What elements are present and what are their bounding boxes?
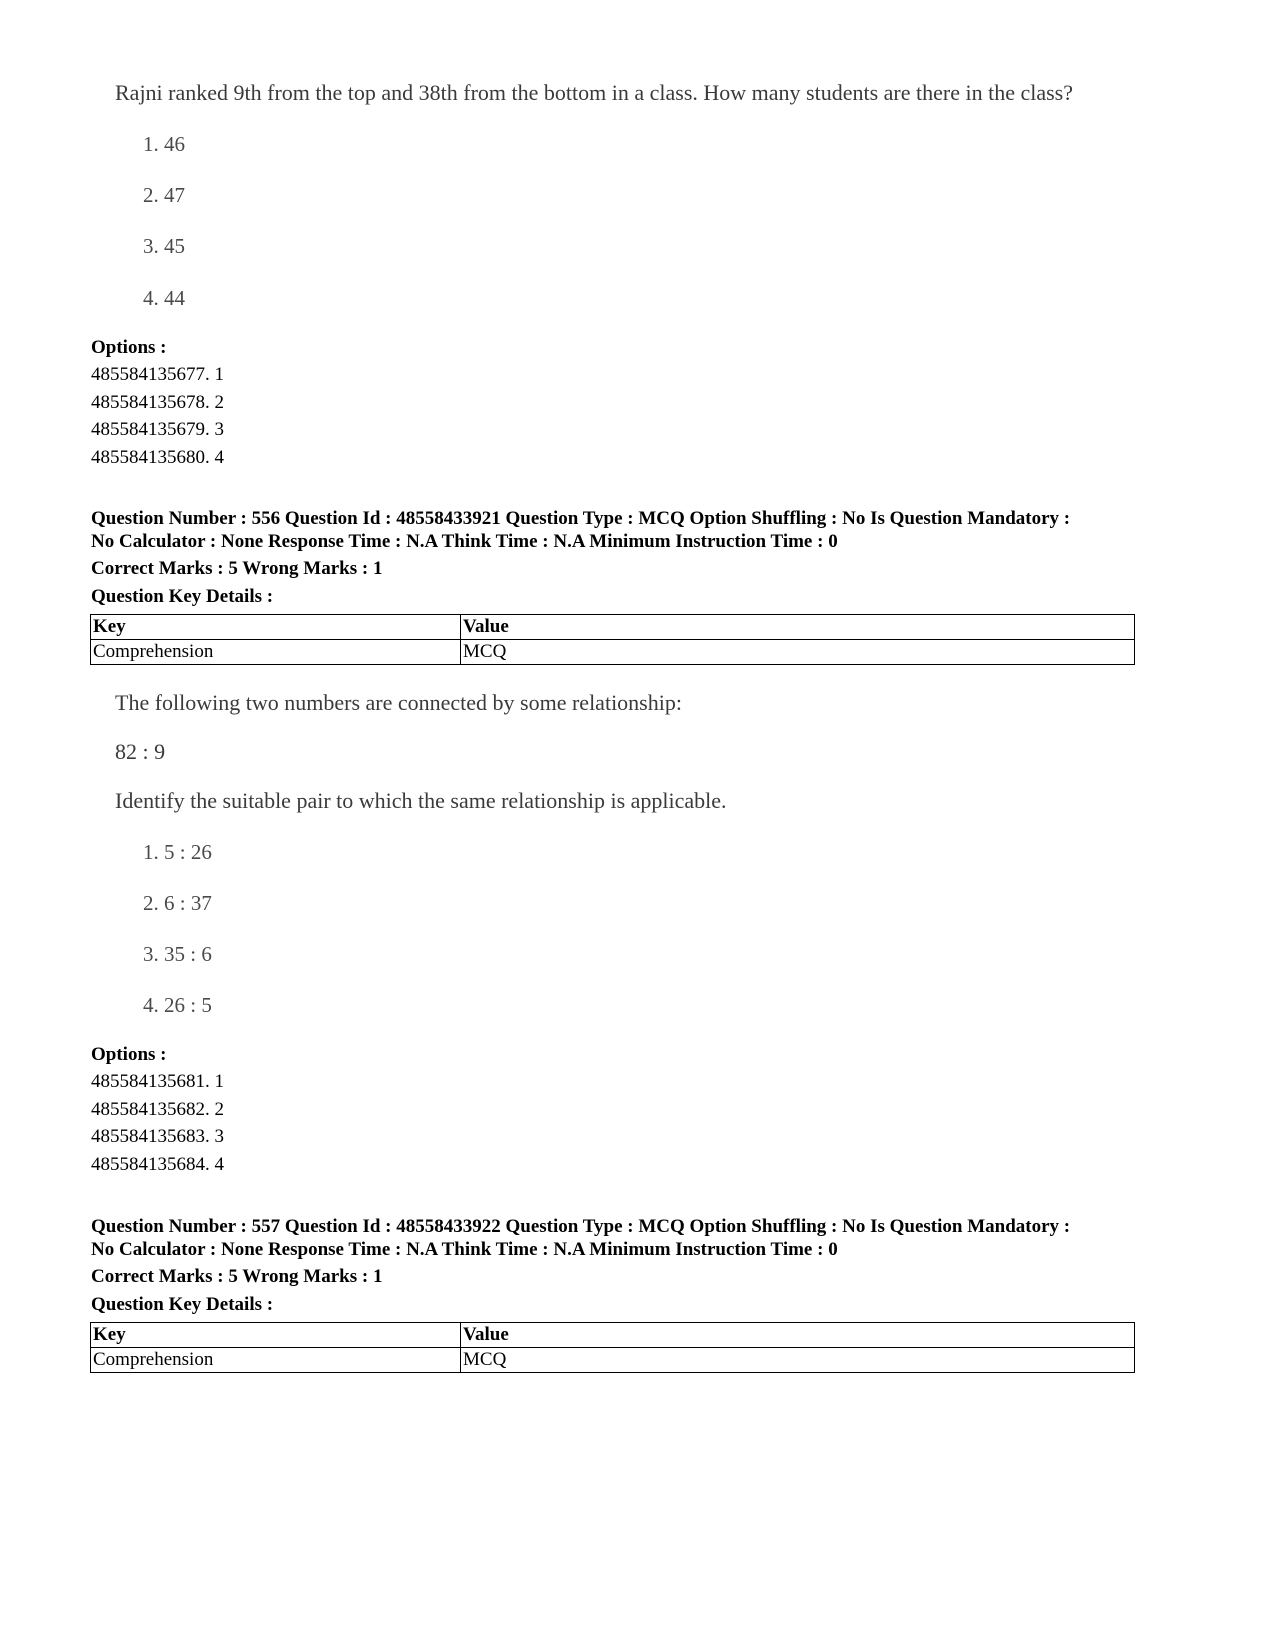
key-details-label: Question Key Details : xyxy=(91,1294,274,1315)
marks-line: Correct Marks : 5 Wrong Marks : 1 xyxy=(91,1266,383,1287)
table-cell-value: MCQ xyxy=(461,640,1135,665)
answer-choice-3: 3. 45 xyxy=(143,234,185,258)
answer-choice-1: 1. 46 xyxy=(143,132,185,156)
table-header-key: Key xyxy=(91,615,461,640)
option-id-line: 485584135681. 1 xyxy=(91,1071,224,1092)
options-heading: Options : xyxy=(91,337,167,358)
answer-choice-2: 2. 47 xyxy=(143,183,185,207)
table-cell-value: MCQ xyxy=(461,1348,1135,1373)
answer-choice-1: 1. 5 : 26 xyxy=(143,840,212,864)
answer-choice-4: 4. 44 xyxy=(143,286,185,310)
question-meta xyxy=(91,1216,1070,1261)
option-id-line: 485584135679. 3 xyxy=(91,419,224,440)
table-header-key: Key xyxy=(91,1323,461,1348)
key-details-table xyxy=(90,614,1135,665)
table-header-value: Value xyxy=(461,615,1135,640)
option-id-line: 485584135684. 4 xyxy=(91,1153,224,1175)
question-meta-line1: Question Number : 556 Question Id : 48558433921 Question Type : MCQ Option Shuffling : No Is Question Mandatory : xyxy=(91,508,1071,529)
table-header-value: Value xyxy=(461,1323,1135,1348)
question-meta-line1: Question Number : 557 Question Id : 48558433922 Question Type : MCQ Option Shuffling : No Is Question Mandatory : xyxy=(91,1216,1071,1237)
question-stem-line2: 82 : 9 xyxy=(115,739,166,764)
question-meta-line2: No Calculator : None Response Time : N.A Think Time : N.A Minimum Instruction Time : 0 xyxy=(91,1238,838,1260)
option-id-line: 485584135677. 1 xyxy=(91,364,224,385)
question-stem-line3: Identify the suitable pair to which the same relationship is applicable. xyxy=(115,788,727,813)
answer-choice-2: 2. 6 : 37 xyxy=(143,891,212,915)
table-cell-key: Comprehension xyxy=(91,640,461,665)
answer-choice-3: 3. 35 : 6 xyxy=(143,942,212,966)
key-details-label: Question Key Details : xyxy=(91,586,274,607)
option-id-line: 485584135683. 3 xyxy=(91,1126,224,1147)
options-list xyxy=(91,1068,224,1178)
option-id-line: 485584135680. 4 xyxy=(91,446,224,468)
option-id-line: 485584135678. 2 xyxy=(91,391,224,413)
options-list xyxy=(91,361,224,471)
answer-choice-4: 4. 26 : 5 xyxy=(143,993,212,1017)
table-cell-key: Comprehension xyxy=(91,1348,461,1373)
marks-line: Correct Marks : 5 Wrong Marks : 1 xyxy=(91,558,383,579)
question-meta-line2: No Calculator : None Response Time : N.A Think Time : N.A Minimum Instruction Time : 0 xyxy=(91,530,838,552)
question-stem: Rajni ranked 9th from the top and 38th from the bottom in a class. How many students are there in the class? xyxy=(115,80,1073,105)
options-heading: Options : xyxy=(91,1044,167,1065)
option-id-line: 485584135682. 2 xyxy=(91,1098,224,1120)
question-stem-line1: The following two numbers are connected by some relationship: xyxy=(115,690,682,715)
key-details-table xyxy=(90,1322,1135,1373)
question-meta xyxy=(91,508,1070,553)
